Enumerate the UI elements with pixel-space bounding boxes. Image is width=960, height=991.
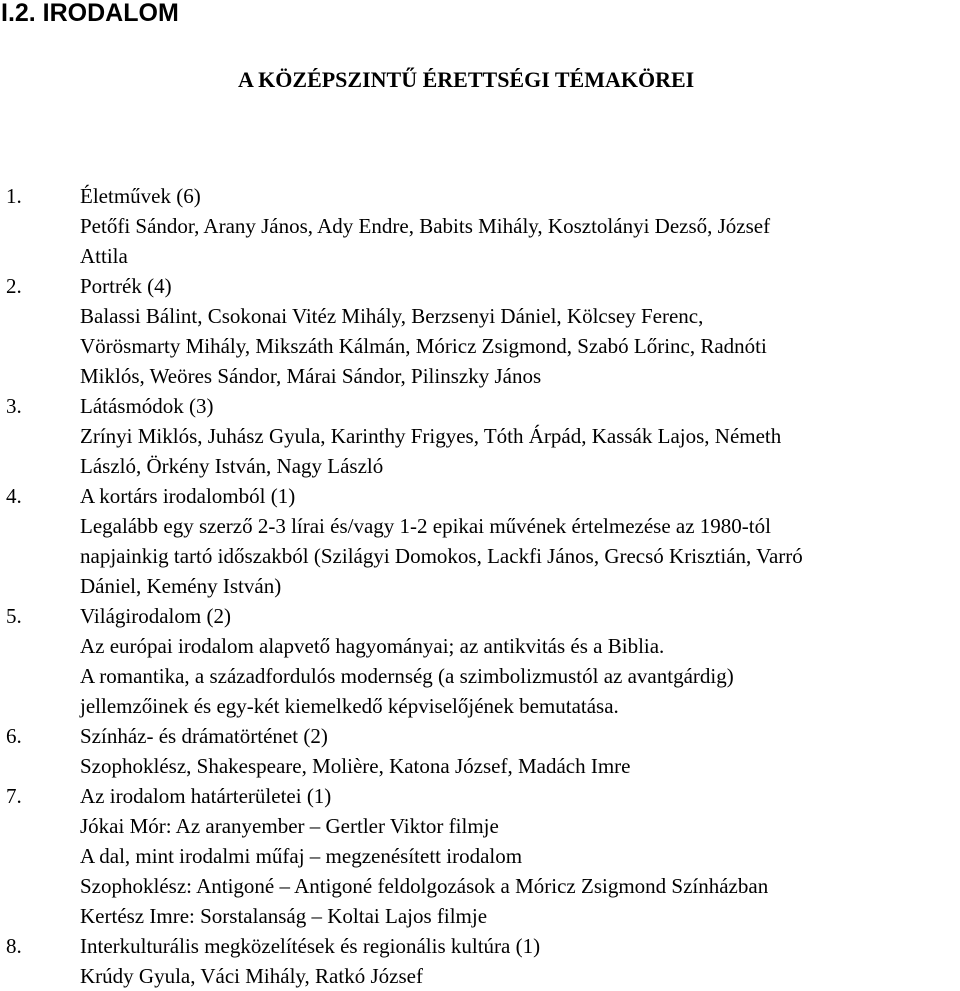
topic-title: Életművek (6) (80, 184, 201, 208)
topic-number: 2. (6, 274, 22, 298)
topic-line: Vörösmarty Mihály, Mikszáth Kálmán, Móricz Zsigmond, Szabó Lőrinc, Radnóti (80, 334, 767, 358)
section-heading: I.2. IRODALOM (1, 0, 179, 27)
topic-line: Dániel, Kemény István) (80, 574, 282, 598)
topic-line: Szophoklész, Shakespeare, Molière, Katona József, Madách Imre (80, 754, 631, 778)
topic-line: Szophoklész: Antigoné – Antigoné feldolgozások a Móricz Zsigmond Színházban (80, 874, 769, 898)
topic-line: Balassi Bálint, Csokonai Vitéz Mihály, Berzsenyi Dániel, Kölcsey Ferenc, (80, 304, 704, 328)
topic-number: 5. (6, 604, 22, 628)
topic-line: Zrínyi Miklós, Juhász Gyula, Karinthy Frigyes, Tóth Árpád, Kassák Lajos, Németh (80, 424, 782, 448)
topic-item-8 (0, 931, 960, 991)
topic-line: László, Örkény István, Nagy László (80, 454, 384, 478)
topic-line: jellemzőinek és egy-két kiemelkedő képviselőjének bemutatása. (80, 694, 619, 718)
topic-item-7 (0, 781, 960, 931)
topic-item-1 (0, 181, 960, 271)
topic-title: Az irodalom határterületei (1) (80, 784, 332, 808)
topic-title: Színház- és drámatörténet (2) (80, 724, 328, 748)
topic-title: A kortárs irodalomból (1) (80, 484, 296, 508)
topic-number: 1. (6, 184, 22, 208)
topic-line: A romantika, a századfordulós modernség (a szimbolizmustól az avantgárdig) (80, 664, 734, 688)
topic-number: 4. (6, 484, 22, 508)
topic-line: Krúdy Gyula, Váci Mihály, Ratkó József (80, 964, 423, 988)
page-subtitle: A KÖZÉPSZINTŰ ÉRETTSÉGI TÉMAKÖREI (238, 67, 695, 92)
topic-line: A dal, mint irodalmi műfaj – megzenésített irodalom (80, 844, 523, 868)
topic-item-5 (0, 601, 960, 721)
topic-item-6 (0, 721, 960, 781)
topic-line: Attila (80, 244, 128, 268)
topic-line: Az európai irodalom alapvető hagyományai; az antikvitás és a Biblia. (80, 634, 665, 658)
topic-line: napjainkig tartó időszakból (Szilágyi Domokos, Lackfi János, Grecsó Krisztián, Varró (80, 544, 803, 568)
topic-number: 3. (6, 394, 22, 418)
topic-number: 7. (6, 784, 22, 808)
topic-line: Jókai Mór: Az aranyember – Gertler Viktor filmje (80, 814, 499, 838)
topic-line: Petőfi Sándor, Arany János, Ady Endre, Babits Mihály, Kosztolányi Dezső, József (80, 214, 771, 238)
topic-number: 8. (6, 934, 22, 958)
topic-title: Világirodalom (2) (80, 604, 231, 628)
topic-line: Legalább egy szerző 2-3 lírai és/vagy 1-2 epikai művének értelmezése az 1980-tól (80, 514, 771, 538)
topic-title: Portrék (4) (80, 274, 172, 298)
topic-line: Miklós, Weöres Sándor, Márai Sándor, Pilinszky János (80, 364, 542, 388)
topic-list (0, 181, 960, 991)
topic-line: Kertész Imre: Sorstalanság – Koltai Lajos filmje (80, 904, 488, 928)
topic-item-3 (0, 391, 960, 481)
topic-title: Látásmódok (3) (80, 394, 214, 418)
topic-item-2 (0, 271, 960, 391)
topic-item-4 (0, 481, 960, 601)
topic-title: Interkulturális megközelítések és regionális kultúra (1) (80, 934, 541, 958)
topic-number: 6. (6, 724, 22, 748)
